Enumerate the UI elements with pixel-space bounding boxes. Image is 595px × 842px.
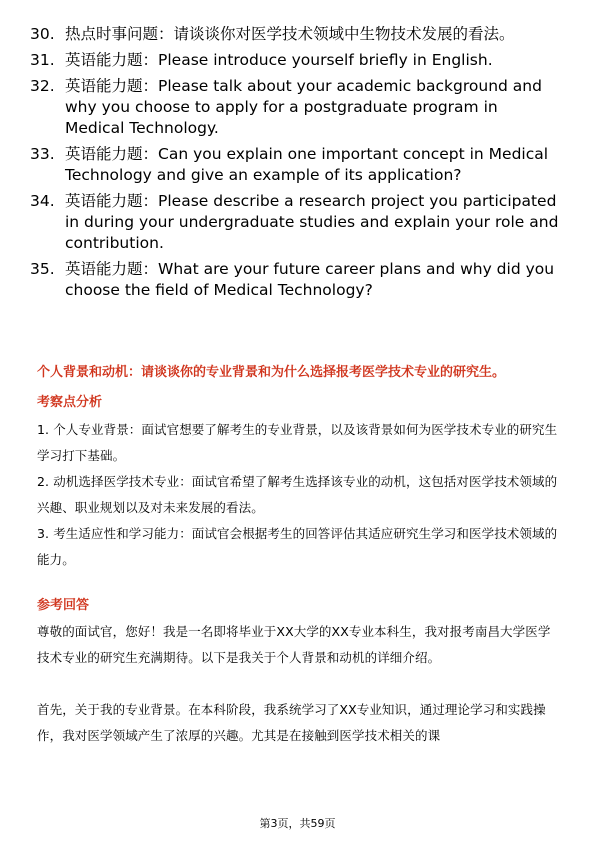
question-number: 32. [30, 77, 55, 95]
question-text: 热点时事问题：请谈谈你对医学技术领域中生物技术发展的看法。 [65, 25, 515, 43]
question-text: 英语能力题：Please talk about your academic background and why you choose to apply for a postgraduate program in Medical Technology. [65, 77, 542, 137]
page-footer: 第3页，共59页 [259, 817, 336, 830]
list-item [30, 24, 560, 45]
answer-paragraph: 首先，关于我的专业背景。在本科阶段，我系统学习了XX专业知识，通过理论学习和实践操作，我对医学领域产生了浓厚的兴趣。尤其是在接触到医学技术相关的课 [37, 702, 546, 743]
question-number: 30. [30, 25, 55, 43]
question-text: 英语能力题：Can you explain one important concept in Medical Technology and give an example of its application? [65, 145, 549, 184]
analysis-points [37, 417, 562, 573]
answer-paragraph: 尊敬的面试官，您好！我是一名即将毕业于XX大学的XX专业本科生，我对报考南昌大学医学技术专业的研究生充满期待。以下是我关于个人背景和动机的详细介绍。 [37, 624, 551, 665]
question-number: 34. [30, 192, 55, 210]
question-number: 35. [30, 260, 55, 278]
section-title: 个人背景和动机：请谈谈你的专业背景和为什么选择报考医学技术专业的研究生。 [37, 365, 506, 380]
question-list [30, 24, 560, 306]
list-item [30, 144, 560, 186]
analysis-heading: 考察点分析 [37, 395, 103, 410]
analysis-point: 2. 动机选择医学技术专业：面试官希望了解考生选择该专业的动机，这包括对医学技术领域的兴趣、职业规划以及对未来发展的看法。 [37, 474, 558, 515]
question-text: 英语能力题：Please describe a research project you participated in during your undergraduate studies and explain your role and contribution. [65, 192, 559, 252]
answer-heading: 参考回答 [37, 598, 90, 613]
analysis-point: 1. 个人专业背景：面试官想要了解考生的专业背景，以及该背景如何为医学技术专业的研究生学习打下基础。 [37, 422, 558, 463]
question-text: 英语能力题：What are your future career plans and why did you choose the field of Medical Technology? [65, 260, 555, 299]
list-item [30, 191, 560, 254]
answer-block [37, 597, 562, 749]
list-item [30, 50, 560, 71]
question-number: 33. [30, 145, 55, 163]
section-title-block [37, 364, 562, 382]
analysis-block [37, 394, 562, 573]
list-item [30, 76, 560, 139]
question-number: 31. [30, 51, 55, 69]
list-item [30, 259, 560, 301]
question-text: 英语能力题：Please introduce yourself briefly in English. [65, 51, 493, 69]
answer-body [37, 619, 562, 749]
analysis-point: 3. 考生适应性和学习能力：面试官会根据考生的回答评估其适应研究生学习和医学技术领域的能力。 [37, 526, 558, 567]
